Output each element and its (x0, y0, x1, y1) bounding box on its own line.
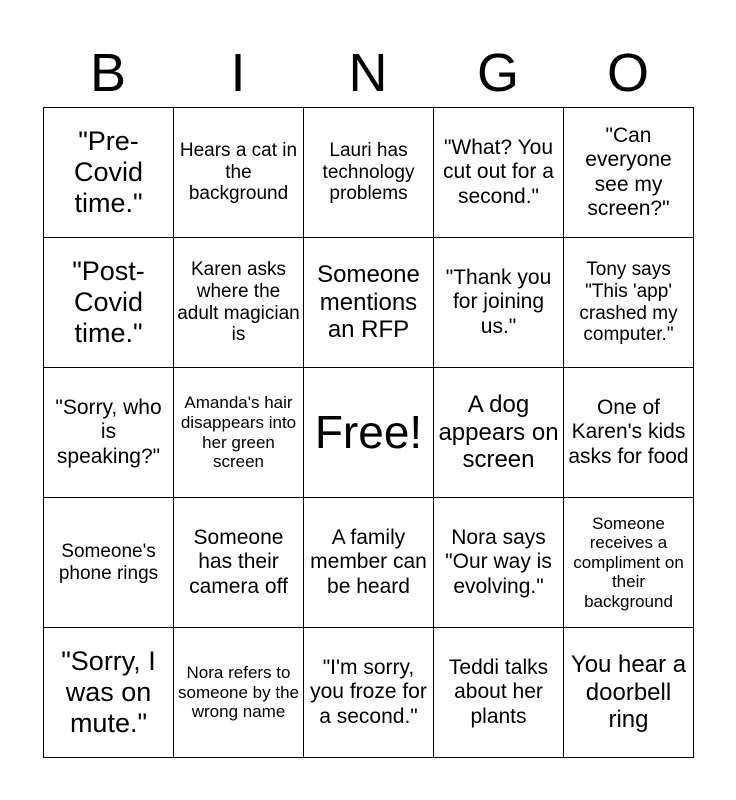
bingo-cell[interactable]: "Thank you for joining us." (434, 238, 564, 368)
bingo-cell[interactable]: Teddi talks about her plants (434, 628, 564, 758)
header-letter-i: I (230, 43, 246, 103)
bingo-cell[interactable]: "I'm sorry, you froze for a second." (304, 628, 434, 758)
free-space-cell[interactable]: Free! (304, 368, 434, 498)
bingo-cell[interactable]: Nora refers to someone by the wrong name (174, 628, 304, 758)
bingo-cell[interactable]: Someone has their camera off (174, 498, 304, 628)
bingo-cell[interactable]: "Sorry, I was on mute." (44, 628, 174, 758)
bingo-cell[interactable]: Nora says "Our way is evolving." (434, 498, 564, 628)
bingo-cell[interactable]: You hear a doorbell ring (564, 628, 694, 758)
header-letter-b: B (89, 43, 127, 103)
bingo-cell[interactable]: One of Karen's kids asks for food (564, 368, 694, 498)
bingo-cell[interactable]: "What? You cut out for a second." (434, 108, 564, 238)
board-row (44, 368, 694, 498)
bingo-cell[interactable]: A dog appears on screen (434, 368, 564, 498)
bingo-cell[interactable]: Lauri has technology problems (304, 108, 434, 238)
bingo-cell[interactable]: Someone's phone rings (44, 498, 174, 628)
header-letter-n: N (348, 43, 388, 103)
bingo-cell[interactable]: "Pre-Covid time." (44, 108, 174, 238)
bingo-cell[interactable]: A family member can be heard (304, 498, 434, 628)
bingo-cell[interactable]: Hears a cat in the background (174, 108, 304, 238)
bingo-header (43, 40, 693, 106)
bingo-cell[interactable]: Tony says "This 'app' crashed my computer." (564, 238, 694, 368)
bingo-board (43, 107, 694, 758)
bingo-cell[interactable]: "Can everyone see my screen?" (564, 108, 694, 238)
header-letter-o: O (606, 43, 649, 103)
board-row (44, 498, 694, 628)
board-row (44, 238, 694, 368)
bingo-cell[interactable]: "Post-Covid time." (44, 238, 174, 368)
board-row (44, 108, 694, 238)
bingo-cell[interactable]: Someone receives a compliment on their background (564, 498, 694, 628)
bingo-cell[interactable]: "Sorry, who is speaking?" (44, 368, 174, 498)
bingo-cell[interactable]: Amanda's hair disappears into her green screen (174, 368, 304, 498)
bingo-cell[interactable]: Someone mentions an RFP (304, 238, 434, 368)
board-row (44, 628, 694, 758)
header-letter-g: G (476, 43, 519, 103)
bingo-cell[interactable]: Karen asks where the adult magician is (174, 238, 304, 368)
